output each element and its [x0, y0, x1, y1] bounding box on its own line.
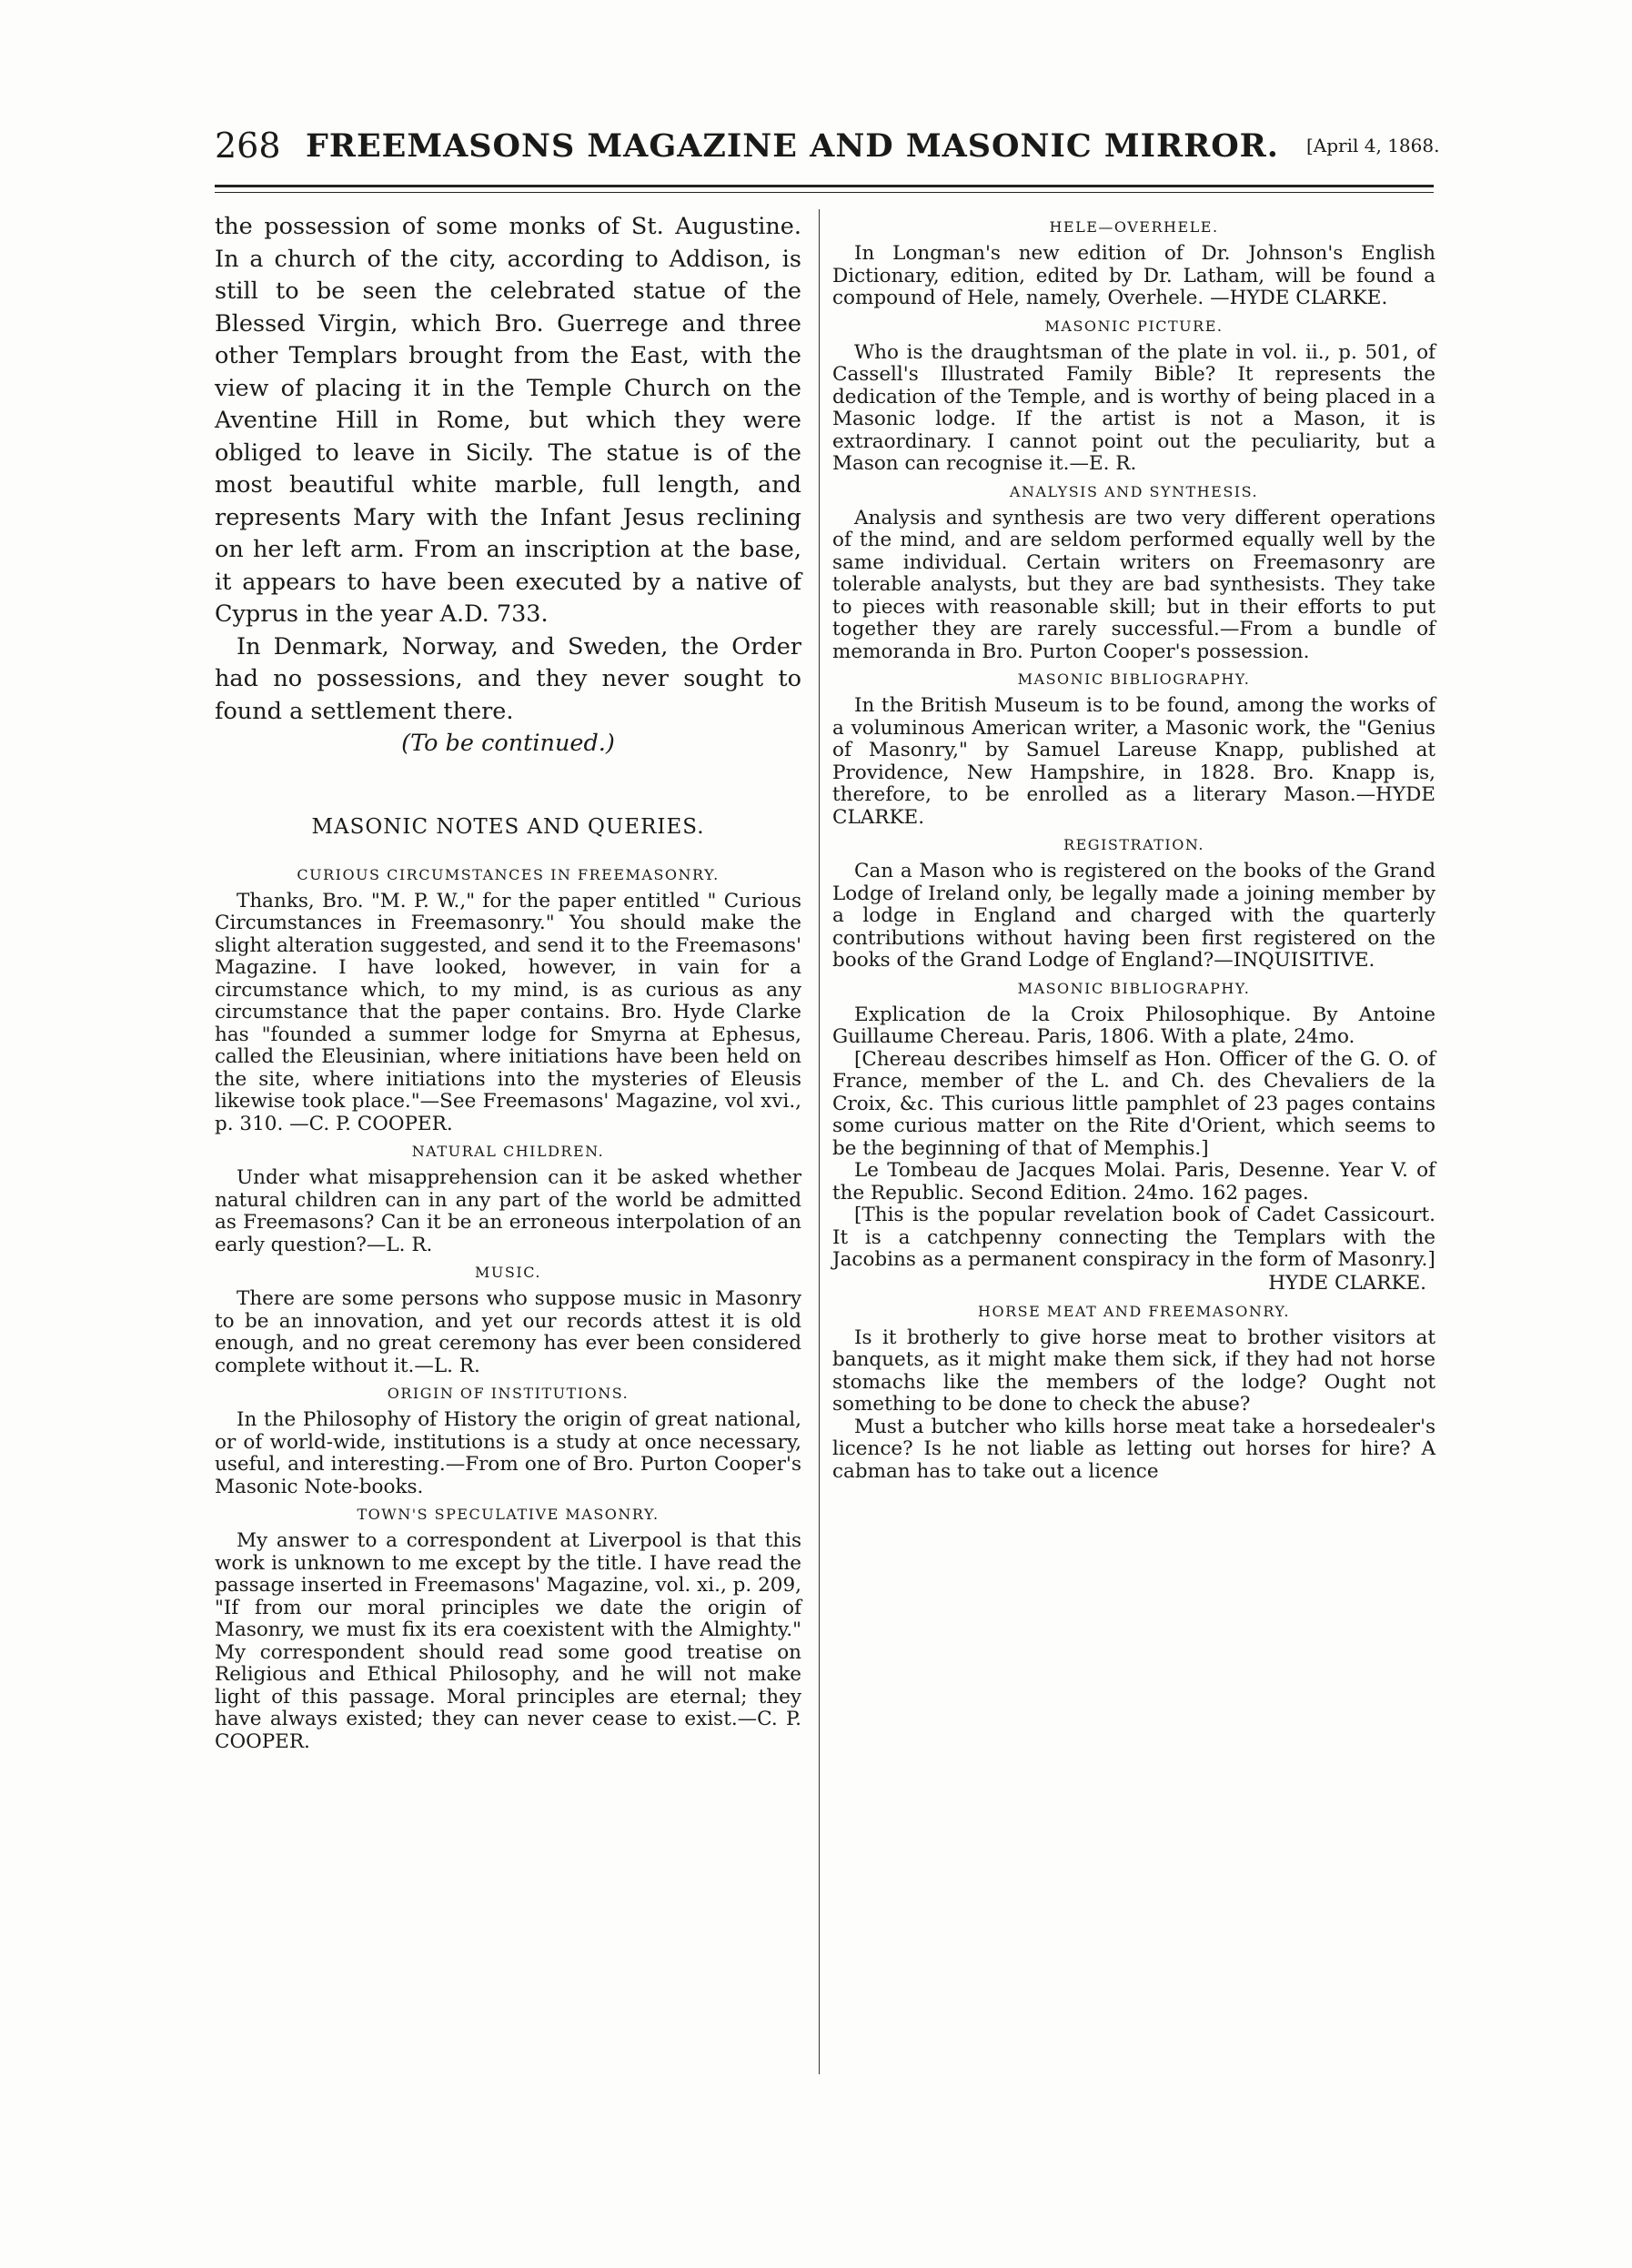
continued-paragraph: In Denmark, Norway, and Sweden, the Order had no possessions, and they never sought to found a settlement there. — [215, 632, 801, 725]
article-body: Le Tombeau de Jacques Molai. Paris, Desenne. Year V. of the Republic. Second Edition. 24mo. 162 pages. — [832, 1159, 1436, 1205]
section-main-heading: MASONIC NOTES AND QUERIES. — [311, 814, 705, 839]
article-heading: MASONIC BIBLIOGRAPHY. — [1017, 979, 1251, 997]
page-number: 268 — [215, 126, 281, 166]
article-body: In the Philosophy of History the origin of great national, or of world-wide, institutions is a study at once necessary, useful, and interesting.—From one of Bro. Purton Cooper's Masonic Note-books. — [215, 1408, 801, 1498]
article-body: My answer to a correspondent at Liverpool is that this work is unknown to me except by the title. I have read the passage inserted in Freemasons' Magazine, vol. xi., p. 209, "If from our moral principles we date the origin of Masonry, we must fix its era coexistent with the Almighty." My correspondent should read some good treatise on Religious and Ethical Philosophy, and he will not make light of this passage. Moral principles are eternal; they have always existed; they can never cease to exist.—C. P. COOPER. — [215, 1529, 801, 1753]
column-divider — [819, 209, 820, 2074]
article-heading: MASONIC BIBLIOGRAPHY. — [1017, 670, 1251, 688]
continued-paragraph: the possession of some monks of St. Augustine. In a church of the city, according to Addison, is still to be seen the celebrated statue of the Blessed Virgin, which Bro. Guerrege and three other Templars brought from the East, with the view of placing it in the Temple Church on the Aventine Hill in Rome, but which they were obliged to leave in Sicily. The statue is of the most beautiful white marble, full length, and represents Mary with the Infant Jesus reclining on her left arm. From an inscription at the base, it appears to have been executed by a native of Cyprus in the year A.D. 733. — [215, 213, 801, 628]
article-body: Thanks, Bro. "M. P. W.," for the paper entitled " Curious Circumstances in Freemasonry." You should make the slight alteration suggested, and send it to the Freemasons' Magazine. I have looked, however, in vain for a circumstance which, to my mind, is as curious as any circumstance that the paper contains. Bro. Hyde Clarke has "founded a summer lodge for Smyrna at Ephesus, called the Eleusinian, where initiations have been held on the site, where initiations into the mysteries of Eleusis likewise took place."—See Freemasons' Magazine, vol xvi., p. 310. —C. P. COOPER. — [215, 889, 801, 1135]
article-heading: HORSE MEAT AND FREEMASONRY. — [978, 1302, 1290, 1320]
header-rule-thin — [215, 192, 1434, 193]
article-body: Analysis and synthesis are two very different operations of the mind, and are seldom performed equally well by the same individual. Certain writers on Freemasonry are tolerable analysts, but they are bad synthesists. They take to pieces with reasonable skill; but in their efforts to put together they are rarely successful.—From a bundle of memoranda in Bro. Purton Cooper's possession. — [832, 506, 1436, 663]
article-heading: TOWN'S SPECULATIVE MASONRY. — [357, 1506, 660, 1523]
masthead-title: FREEMASONS MAGAZINE AND MASONIC MIRROR. — [306, 127, 1279, 165]
article-body: There are some persons who suppose music in Masonry to be an innovation, and yet our records attest it is old enough, and no great ceremony has ever been considered complete without it.—L. R. — [215, 1287, 801, 1377]
article-body: Explication de la Croix Philosophique. By Antoine Guillaume Chereau. Paris, 1806. With a plate, 24mo. — [832, 1003, 1436, 1048]
article-heading: MASONIC PICTURE. — [1044, 317, 1224, 335]
article-heading: ANALYSIS AND SYNTHESIS. — [1009, 482, 1259, 500]
issue-date: [April 4, 1868. — [1306, 135, 1440, 156]
left-column — [215, 211, 801, 1753]
article-heading: HELE—OVERHELE. — [1049, 218, 1219, 236]
article-body: [This is the popular revelation book of Cadet Cassicourt. It is a catchpenny connecting the Templars with the Jacobins as a permanent conspiracy in the form of Masonry.] — [832, 1204, 1436, 1271]
header-rule-thick — [215, 185, 1434, 187]
article-heading: REGISTRATION. — [1063, 836, 1204, 853]
article-body: Must a butcher who kills horse meat take a horsedealer's licence? Is he not liable as letting out horses for hire? A cabman has to take out a licence — [832, 1415, 1436, 1483]
article-body: Under what misapprehension can it be asked whether natural children can in any part of the world be admitted as Freemasons? Can it be an erroneous interpolation of an early question?—L. R. — [215, 1166, 801, 1256]
article-body: In Longman's new edition of Dr. Johnson's English Dictionary, edition, edited by Dr. Latham, will be found a compound of Hele, namely, Overhele. —HYDE CLARKE. — [832, 242, 1436, 309]
article-heading: MUSIC. — [475, 1264, 541, 1281]
article-body: Who is the draughtsman of the plate in vol. ii., p. 501, of Cassell's Illustrated Family Bible? It represents the dedication of the Temple, and is worthy of being placed in a Masonic lodge. If the artist is not a Mason, it is extraordinary. I cannot point out the peculiarity, but a Mason can recognise it.—E. R. — [832, 340, 1436, 475]
right-column — [832, 211, 1436, 1483]
article-body: [Chereau describes himself as Hon. Officer of the G. O. of France, member of the L. and Ch. des Chevaliers de la Croix, &c. This curious little pamphlet of 23 pages contains some curious matter on the Rite d'Orient, which seems to be the beginning of that of Memphis.] — [832, 1047, 1436, 1160]
article-body: Is it brotherly to give horse meat to brother visitors at banquets, as it might make them sick, if they had not horse stomachs like the members of the lodge? Ought not something to be done to check the abuse? — [832, 1326, 1436, 1416]
article-heading: ORIGIN OF INSTITUTIONS. — [387, 1385, 630, 1402]
signature: HYDE CLARKE. — [1268, 1271, 1426, 1295]
article-heading: NATURAL CHILDREN. — [411, 1143, 605, 1160]
article-heading: CURIOUS CIRCUMSTANCES IN FREEMASONRY. — [297, 865, 720, 883]
page-header — [215, 126, 1440, 180]
article-body: Can a Mason who is registered on the books of the Grand Lodge of Ireland only, be legally made a joining member by a lodge in England and charged with the quarterly contributions without having been first registered on the books of the Grand Lodge of England?—INQUISITIVE. — [832, 860, 1436, 972]
to-be-continued: (To be continued.) — [401, 730, 615, 757]
article-body: In the British Museum is to be found, among the works of a voluminous American writer, a Masonic work, the "Genius of Masonry," by Samuel Lareuse Knapp, published at Providence, New Hampshire, in 1828. Bro. Knapp is, therefore, to be enrolled as a literary Mason.—HYDE CLARKE. — [832, 694, 1436, 829]
